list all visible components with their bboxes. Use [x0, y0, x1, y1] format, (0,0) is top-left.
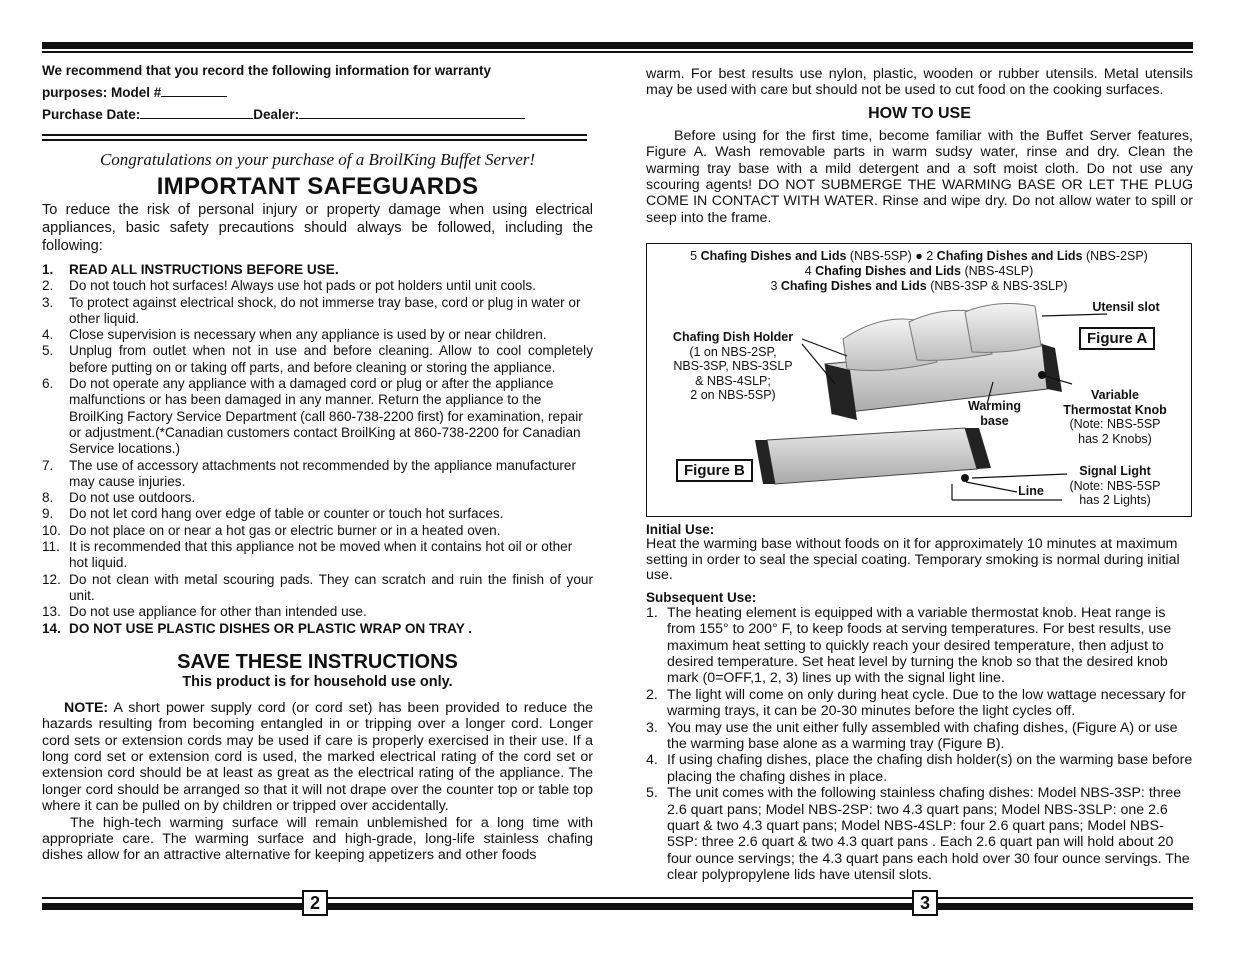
purchase-date-blank — [140, 104, 253, 119]
hightech-paragraph: The high-tech warming surface will remain unblemished for a long time with appropriate care. The warming surface and high-grade, long-life stainless chafing dishes allow for an attractive alternative for keeping appetizers and other foods — [42, 814, 593, 864]
list-item: 4. Close supervision is necessary when any appliance is used by or near children. — [42, 327, 547, 343]
note-label: NOTE: — [64, 699, 109, 716]
safeguards-title: IMPORTANT SAFEGUARDS — [156, 173, 479, 200]
list-item: 10. Do not place on or near a hot gas or electric burner or in a heated oven. — [42, 522, 501, 538]
list-item: 1. The heating element is equipped with a variable thermostat knob. Heat range is from 155° to 200° F, to keep foods at serving temperatures. For best results, use maximum heat setting to quickly reach your desired temperature, then adjust to desired temperature. Set heat level by turning the knob so that the desired knob mark (0=OFF,1, 2, 3) lines up with the signal light line. — [646, 604, 1172, 687]
list-item: 3. To protect against electrical shock, do not immerse tray base, cord or plug in water or other liquid. — [42, 294, 581, 326]
before-paragraph: Before using for the first time, become familiar with the Buffet Server features, Figure A. Wash removable parts in warm sudsy water, rinse and dry. Clean the warming tray base with a mild detergent and a soft moist cloth. Do not use any scouring agents! DO NOT SUBMERGE THE WARMING BASE OR LET THE PLUG COME IN CONTACT WITH WATER. Rinse and wipe dry. Do not allow water to spill or seep into the frame. — [646, 127, 1193, 226]
figure-caption-line1: 5 Chafing Dishes and Lids (NBS-5SP) ● 2 Chafing Dishes and Lids (NBS-2SP) — [690, 249, 1148, 263]
figure-caption-line3: 3 Chafing Dishes and Lids (NBS-3SP & NBS-3SLP) — [770, 279, 1068, 293]
list-item: 2. Do not touch hot surfaces! Always use hot pads or pot holders until unit cools. — [42, 278, 536, 294]
model-label: purposes: Model # — [42, 85, 162, 100]
purchase-date-label: Purchase Date: — [42, 107, 141, 122]
list-item: 13. Do not use appliance for other than intended use. — [42, 604, 367, 620]
warranty-rule-1 — [42, 134, 587, 136]
line-label: Line — [1018, 484, 1044, 498]
right-lower — [646, 522, 1193, 884]
how-to-use-title: HOW TO USE — [868, 104, 971, 122]
list-item: 8. Do not use outdoors. — [42, 490, 196, 506]
list-item: 5. Unplug from outlet when not in use and before cleaning. Allow to cool completely before putting on or taking off parts, and before cleaning or storing the appliance. — [42, 343, 593, 375]
page-number-left: 2 — [302, 890, 328, 916]
list-item: 3. You may use the unit either fully assembled with chafing dishes, (Figure A) or use the warming base alone as a warming tray (Figure B). — [646, 719, 1178, 753]
initial-use-label: Initial Use: — [646, 522, 715, 537]
left-body — [42, 150, 593, 864]
warranty-rule-2 — [42, 139, 587, 141]
figure-b-label: Figure B — [676, 459, 753, 482]
left-page — [42, 60, 593, 126]
utensil-slot-label: Utensil slot — [1092, 300, 1160, 314]
initial-use-text: Heat the warming base without foods on it for approximately 10 minutes at maximum setting in order to seal the special coating. Temporary smoking is normal during initial use. — [646, 536, 1180, 584]
figure-b-tray — [755, 428, 991, 484]
right-page — [646, 66, 1193, 226]
note-text: A short power supply cord (or cord set) has been provided to reduce the hazards resulting from becoming entangled in or tripping over a longer cord. Longer cord sets or extension cords may be used if care is properly exercised in their use. If a long cord set or extension cord is used, the marked electrical rating of the cord set or extension cord should be at least as great as the electrical rating of the appliance. The longer cord should be arranged so that it will not drape over the counter top or table top where it can be pulled on by children or tripped over accidentally. — [42, 699, 593, 815]
warming-base-label: Warming base — [967, 399, 1021, 428]
holder-label: Chafing Dish Holder (1 on NBS-2SP, NBS-3SP, NBS-3SLP & NBS-4SLP; 2 on NBS-5SP) — [672, 330, 794, 402]
list-item: 6. Do not operate any appliance with a damaged cord or plug or after the appliance malfunctions or has been damaged in any manner. Return the appliance to the BroilKing Factory Service Department (call 860-738-2200 first) for examination, repair or adjustment.(*Canadian customers contact BroilKing at 860-738-2200 for Canadian Service locations.) — [42, 376, 583, 457]
list-item: 2. The light will come on only during heat cycle. Due to the low wattage necessary for warming trays, it can be 20-30 minutes before the light cycles off. — [646, 686, 1186, 720]
list-item: 1. READ ALL INSTRUCTIONS BEFORE USE. — [42, 262, 339, 277]
top-rule-thin — [42, 51, 1193, 53]
dealer-blank — [299, 104, 525, 119]
note-paragraph — [42, 700, 593, 815]
list-item: 12. Do not clean with metal scouring pads. They can scratch and ruin the finish of your unit. — [42, 571, 593, 603]
list-item: 7. The use of accessory attachments not recommended by the appliance manufacturer may cause injuries. — [42, 457, 577, 489]
list-item: 14. DO NOT USE PLASTIC DISHES OR PLASTIC WRAP ON TRAY . — [42, 620, 473, 636]
bottom-rule — [42, 903, 1193, 910]
figure-a-label: Figure A — [1079, 327, 1155, 350]
page-number-right: 3 — [912, 890, 938, 916]
bottom-rule-thin — [42, 897, 1193, 899]
safeguards-list — [42, 262, 593, 637]
top-rule — [42, 42, 1193, 49]
list-item: 11. It is recommended that this appliance not be moved when it contains hot oil or other hot liquid. — [42, 539, 573, 571]
warm-continuation: warm. For best results use nylon, plastic, wooden or rubber utensils. Metal utensils may be used with care but should not be used to cut food on the cooking surfaces. — [646, 66, 1193, 99]
warranty-line1: We recommend that you record the following information for warranty — [42, 63, 492, 78]
figure-box — [646, 243, 1192, 517]
congrats-line: Congratulations on your purchase of a BroilKing Buffet Server! — [99, 150, 536, 169]
list-item: 9. Do not let cord hang over edge of table or counter or touch hot surfaces. — [42, 506, 504, 522]
thermostat-knob-label: Variable Thermostat Knob (Note: NBS-5SP has 2 Knobs) — [1063, 388, 1167, 446]
save-instructions-title: SAVE THESE INSTRUCTIONS — [177, 650, 458, 673]
subsequent-use-list — [646, 605, 1193, 884]
list-item: 5. The unit comes with the following stainless chafing dishes: Model NBS-3SP: three 2.6 quart pans; Model NBS-2SP: two 4.3 quart pans; Model NBS-3SLP: one 2.6 quart & two 4.3 quart pans; Model NBS-4SLP: four 2.6 quart pans; Model NBS-5SP: three 2.6 quart & two 4.3 quart pans . Each 2.6 quart pan will hold about 20 four ounce servings; the 4.3 quart pans each hold over 30 four ounce servings. The clear polypropylene lids have utensil slots. — [646, 785, 1190, 884]
model-blank — [161, 82, 227, 97]
subsequent-use-label: Subsequent Use: — [646, 589, 757, 605]
signal-light-label: Signal Light (Note: NBS-5SP has 2 Lights) — [1069, 464, 1161, 507]
safeguards-intro: To reduce the risk of personal injury or property damage when using electrical appliances, basic safety precautions should always be followed, including the following: — [42, 202, 593, 254]
warranty-purchase-line — [42, 104, 593, 126]
warranty-section — [42, 60, 593, 126]
dealer-label: Dealer: — [253, 107, 300, 122]
household-note: This product is for household use only. — [182, 673, 453, 690]
figure-caption-line2: 4 Chafing Dishes and Lids (NBS-4SLP) — [804, 264, 1034, 278]
list-item: 4. If using chafing dishes, place the chafing dish holder(s) on the warming base before placing the chafing dishes in place. — [646, 752, 1193, 785]
warranty-model-line — [42, 82, 593, 104]
